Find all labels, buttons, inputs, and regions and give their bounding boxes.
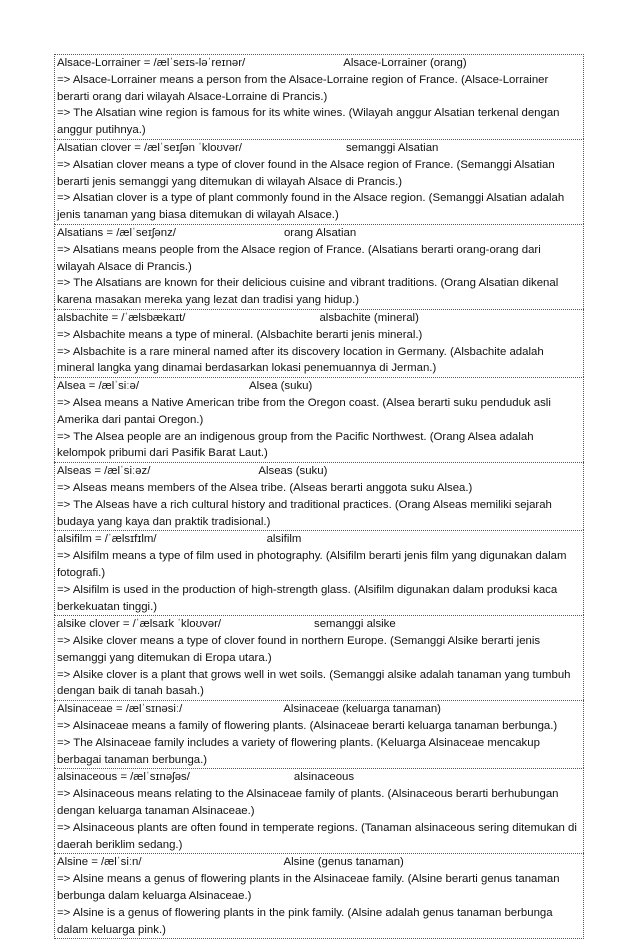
- example-sentence: => The Alsatians are known for their delicious cuisine and vibrant traditions. (Orang Alsatian dikenal karena masakan mereka yang lezat dan tradisi yang hidup.): [57, 277, 559, 307]
- example-sentence: => Alsifilm means a type of film used in photography. (Alsifilm berarti jenis film yang digunakan dalam fotografi.): [57, 550, 567, 579]
- example-sentence: => Alsbachite is a rare mineral named after its discovery location in Germany. (Alsbachite adalah mineral langka yang dinamai berdasarkan lokasi penemuannya di Jerman.): [57, 345, 544, 375]
- example-sentence: => Alsifilm is used in the production of high-strength glass. (Alsifilm digunakan dalam produksi kaca berkekuatan tinggi.): [57, 583, 558, 613]
- example-sentence: => Alsbachite means a type of mineral. (Alsbachite berarti jenis mineral.): [57, 328, 423, 341]
- entry-header: [57, 616, 581, 633]
- headword-translation: Alsine (genus tanaman): [283, 856, 404, 869]
- example-sentence: => The Alseas have a rich cultural history and traditional practices. (Orang Alseas memiliki sejarah budaya yang kaya dan praktik tradisional.): [57, 498, 552, 528]
- headword-translation: Alsea (suku): [248, 380, 313, 393]
- headword-pronunciation: alsike clover = /ˈælsaɪk ˈkloʊvər/: [57, 618, 222, 631]
- example-sentence: => Alsinaceae means a family of flowering plants. (Alsinaceae berarti keluarga tanaman berbunga.): [57, 720, 558, 733]
- headword-translation: semanggi alsike: [314, 618, 396, 631]
- headword-pronunciation: Alsine = /ælˈsiːn/: [57, 856, 142, 869]
- headword-translation: alsbachite (mineral): [319, 311, 419, 324]
- example-sentence: => Alsea means a Native American tribe from the Oregon coast. (Alsea berarti suku penduduk asli Amerika dari pantai Oregon.): [57, 396, 551, 426]
- headword-pronunciation: Alsea = /ælˈsiːə/: [57, 380, 139, 393]
- headword-pronunciation: Alsatian clover = /ælˈseɪʃən ˈkloʊvər/: [57, 141, 242, 154]
- entry-header: [57, 531, 581, 548]
- entry-header: [57, 463, 581, 480]
- example-sentence: => Alseas means members of the Alsea tribe. (Alseas berarti anggota suku Alsea.): [57, 481, 473, 494]
- example-sentence: => Alsine is a genus of flowering plants in the pink family. (Alsine adalah genus tanaman berbunga dalam keluarga pink.): [57, 906, 553, 936]
- dictionary-entry: [54, 309, 584, 377]
- example-sentence: => Alsatian clover means a type of clover found in the Alsace region of France. (Semanggi Alsatian berarti jenis semanggi yang ditemukan di wilayah Alsace di Prancis.): [57, 158, 555, 188]
- headword-pronunciation: alsifilm = /ˈælsɪfɪlm/: [57, 533, 157, 546]
- headword-pronunciation: Alsinaceae = /ælˈsɪnəsiː/: [57, 703, 183, 716]
- example-sentence: => The Alsea people are an indigenous group from the Pacific Northwest. (Orang Alsea adalah kelompok pribumi dari Pasifik Barat Laut.): [57, 430, 534, 460]
- dictionary-entry: [54, 615, 584, 700]
- headword-translation: semanggi Alsatian: [345, 141, 439, 154]
- entry-header: [57, 55, 581, 72]
- example-sentence: => The Alsatian wine region is famous for its white wines. (Wilayah anggur Alsatian terkenal dengan anggur putihnya.): [57, 107, 560, 137]
- example-sentence: => Alsace-Lorrainer means a person from the Alsace-Lorraine region of France. (Alsace-Lorrainer berarti orang dari wilayah Alsace-Lorraine di Prancis.): [57, 73, 549, 103]
- entry-header: [57, 701, 581, 718]
- example-sentence: => Alsinaceous plants are often found in temperate regions. (Tanaman alsinaceous sering ditemukan di daerah beriklim sedang.): [57, 821, 577, 851]
- example-sentence: => Alsinaceous means relating to the Alsinaceae family of plants. (Alsinaceous berarti berhubungan dengan keluarga tanaman Alsinaceae.): [57, 788, 559, 818]
- headword-translation: alsifilm: [266, 533, 302, 546]
- dictionary-entry: [54, 700, 584, 768]
- dictionary-entry: [54, 224, 584, 309]
- example-sentence: => The Alsinaceae family includes a variety of flowering plants. (Keluarga Alsinaceae mencakup berbagai tanaman berbunga.): [57, 736, 540, 766]
- dictionary-entry: [54, 377, 584, 462]
- dictionary-entry: [54, 853, 584, 939]
- example-sentence: => Alsine means a genus of flowering plants in the Alsinaceae family. (Alsine berarti genus tanaman berbunga dalam keluarga Alsinaceae.): [57, 873, 560, 903]
- entry-header: [57, 310, 581, 327]
- entry-header: [57, 140, 581, 157]
- dictionary-entry: [54, 462, 584, 530]
- headword-translation: Alsace-Lorrainer (orang): [343, 57, 467, 69]
- dictionary-entry: [54, 139, 584, 224]
- dictionary-entry: [54, 54, 584, 139]
- headword-pronunciation: Alsatians = /ælˈseɪʃənz/: [57, 226, 176, 239]
- headword-translation: orang Alsatian: [283, 226, 357, 239]
- example-sentence: => Alsike clover is a plant that grows well in wet soils. (Semanggi alsike adalah tanaman yang tumbuh dengan baik di tanah basah.): [57, 668, 571, 698]
- example-sentence: => Alsatian clover is a type of plant commonly found in the Alsace region. (Semanggi Alsatian adalah jenis tanaman yang biasa ditemukan di wilayah Alsace.): [57, 192, 565, 222]
- headword-pronunciation: Alsace-Lorrainer = /ælˈseɪs-ləˈreɪnər/: [57, 57, 246, 69]
- headword-translation: alsinaceous: [293, 771, 355, 784]
- headword-translation: Alsinaceae (keluarga tanaman): [283, 703, 441, 716]
- example-sentence: => Alsatians means people from the Alsace region of France. (Alsatians berarti orang-orang dari wilayah Alsace di Prancis.): [57, 243, 541, 273]
- headword-translation: Alseas (suku): [258, 465, 328, 478]
- dictionary-entry: [54, 768, 584, 853]
- dictionary-entry: [54, 530, 584, 615]
- entry-header: [57, 225, 581, 242]
- headword-pronunciation: Alseas = /ælˈsiːəz/: [57, 465, 151, 478]
- headword-pronunciation: alsinaceous = /ælˈsɪnəʃəs/: [57, 771, 190, 784]
- headword-pronunciation: alsbachite = /ˈælsbækaɪt/: [57, 311, 186, 324]
- entry-header: [57, 769, 581, 786]
- entry-header: [57, 854, 581, 871]
- dictionary-page: [54, 54, 584, 939]
- example-sentence: => Alsike clover means a type of clover found in northern Europe. (Semanggi Alsike berarti jenis semanggi yang ditemukan di Eropa utara.): [57, 635, 541, 664]
- entry-header: [57, 378, 581, 395]
